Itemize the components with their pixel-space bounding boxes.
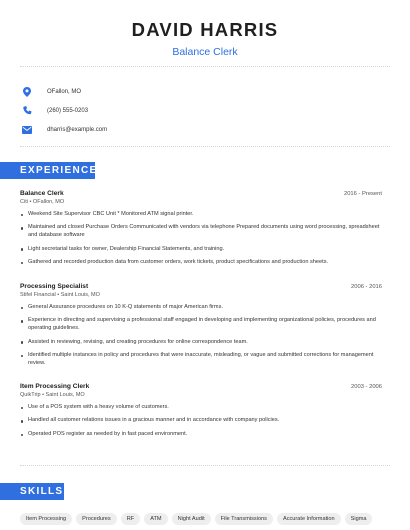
job-bullets xyxy=(20,304,382,368)
job-bullets xyxy=(20,404,382,439)
skills-heading: SKILLS xyxy=(0,483,64,500)
skills-list xyxy=(20,513,372,525)
bullet-item: Handled all customer relations issues in a gracious manner and in accordance with company policies. xyxy=(20,417,382,425)
bullet-item: Gathered and recorded production data from customer orders, work tickets, product specifications and production sheets. xyxy=(20,259,382,267)
contact-location xyxy=(20,82,107,101)
bullet-item: Experience in directing and supervising a professional staff engaged in developing and implementing organizational policies, procedures and operating guidelines. xyxy=(20,317,382,333)
contact-email xyxy=(20,120,107,139)
job-company: Citi • OFallon, MO xyxy=(20,199,65,205)
bullet-item: Assisted in reviewing, revising, and creating procedures for online correspondence team. xyxy=(20,339,382,347)
job-company: Stifel Financial • Saint Louis, MO xyxy=(20,292,100,298)
phone-icon xyxy=(21,105,33,117)
resume-header xyxy=(0,0,410,59)
job-bullets xyxy=(20,211,382,267)
email-icon xyxy=(21,124,33,136)
skill-chip: Procedures xyxy=(76,513,117,525)
bullet-item: Use of a POS system with a heavy volume of customers. xyxy=(20,404,382,412)
skill-chip: Item Processing xyxy=(20,513,72,525)
bullet-item: Weekend Site Supervisor CBC Unit * Monitored ATM signal printer. xyxy=(20,211,382,219)
experience-heading: EXPERIENCE xyxy=(0,162,95,179)
contact-divider xyxy=(20,146,390,147)
contact-phone-text: (260) 555-0203 xyxy=(47,107,89,114)
skill-chip: Sigma xyxy=(345,513,373,525)
bullet-item: General Assurance procedures on 10 K-Q statements of major American firms. xyxy=(20,304,382,312)
bullet-item: Operated POS register as needed by in fast paced environment. xyxy=(20,431,382,439)
job-dates: 2003 - 2006 xyxy=(351,384,382,390)
job-entry xyxy=(20,383,382,444)
location-pin-icon xyxy=(21,86,33,98)
job-entry xyxy=(20,283,382,373)
bullet-item: Light secretarial tasks for owner, Dealership Financial Statements, and training. xyxy=(20,246,382,254)
skill-chip: Night Audit xyxy=(172,513,211,525)
header-divider xyxy=(20,66,390,67)
job-title: Item Processing Clerk xyxy=(20,383,90,390)
bullet-item: Maintained and closed Purchase Orders Communicated with vendors via telephone Prepared documents using word processing, spreadsheet and database software xyxy=(20,224,382,240)
experience-divider xyxy=(20,465,390,466)
bullet-item: Identified multiple instances in policy and procedures that were inaccurate, misleading, or vague and submitted corrections for management review. xyxy=(20,352,382,368)
job-title: Processing Specialist xyxy=(20,283,89,290)
contact-list xyxy=(20,82,107,139)
candidate-name: DAVID HARRIS xyxy=(131,19,279,40)
job-company: QuikTrip • Saint Louis, MO xyxy=(20,392,85,398)
job-title: Balance Clerk xyxy=(20,190,64,197)
job-entry xyxy=(20,190,382,272)
contact-phone xyxy=(20,101,107,120)
contact-email-text: dharris@example.com xyxy=(47,126,108,133)
skill-chip: File Transmissions xyxy=(215,513,273,525)
contact-location-text: OFallon, MO xyxy=(47,88,82,95)
job-dates: 2006 - 2016 xyxy=(351,284,382,290)
skill-chip: Accurate Information xyxy=(277,513,341,525)
job-dates: 2016 - Present xyxy=(343,191,382,197)
skill-chip: RF xyxy=(121,513,140,525)
candidate-title: Balance Clerk xyxy=(172,46,238,58)
skill-chip: ATM xyxy=(144,513,167,525)
